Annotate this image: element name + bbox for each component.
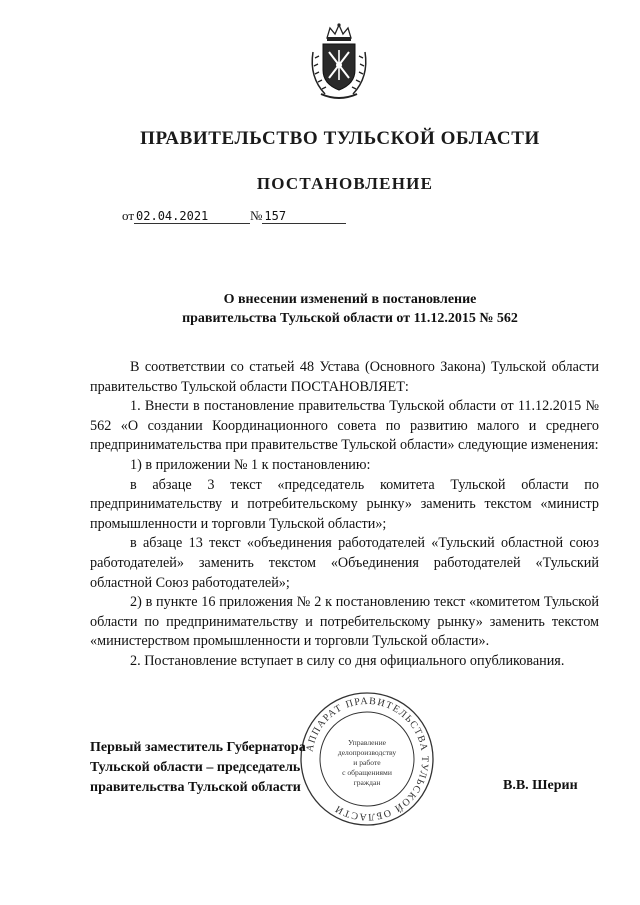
signatory-name: В.В. Шерин (503, 778, 578, 793)
document-body (90, 358, 599, 672)
date-number-line (122, 208, 346, 224)
document-subject (90, 290, 610, 328)
government-title: ПРАВИТЕЛЬСТВО ТУЛЬСКОЙ ОБЛАСТИ (140, 128, 540, 149)
document-number: 157 (262, 209, 346, 224)
document-type-title: ПОСТАНОВЛЕНИЕ (256, 174, 434, 193)
stamp-text-line: делопроизводству (337, 748, 397, 757)
body-paragraph: 2) в пункте 16 приложения № 2 к постановлению текст «комитетом Тульской области по предпринимательству и потребительскому рынку» заменить текстом «министерством промышленности и торговли Тульской области». (90, 594, 599, 650)
signatory-title (90, 738, 306, 798)
body-paragraph: В соответствии со статьей 48 Устава (Основного Закона) Тульской области правительство Тульской области ПОСТАНОВЛЯЕТ: (90, 359, 599, 395)
coat-of-arms-icon (305, 22, 373, 102)
stamp-text-line: с обращениями (342, 768, 392, 777)
date-prefix: от (122, 208, 135, 223)
stamp-text-line: Управление (347, 738, 387, 747)
stamp-ring-text: АППАРАТ ПРАВИТЕЛЬСТВА ТУЛЬСКОЙ ОБЛАСТИ (304, 695, 431, 823)
stamp-text-line: и работе (353, 758, 381, 767)
subject-line: О внесении изменений в постановление (223, 292, 477, 307)
number-prefix: № (250, 208, 263, 223)
body-paragraph: 1. Внести в постановление правительства Тульской области от 11.12.2015 № 562 «О создании Координационного совета по развитию малого и среднего предпринимательства при правительстве Тульской области» следующие изменения: (90, 398, 599, 454)
body-paragraph: в абзаце 13 текст «объединения работодателей «Тульский областной союз работодателей» заменить текстом «Объединения работодателей «Тульский областной Союз работодателей»; (90, 535, 599, 591)
subject-line: правительства Тульской области от 11.12.2015 № 562 (182, 311, 518, 326)
document-date: 02.04.2021 (134, 209, 250, 224)
signatory-title-line: Первый заместитель Губернатора (90, 740, 306, 755)
body-paragraph: 1) в приложении № 1 к постановлению: (130, 456, 371, 473)
stamp-text-line: граждан (353, 778, 381, 787)
signatory-title-line: Тульской области – председатель (90, 760, 301, 775)
signatory-title-line: правительства Тульской области (90, 780, 301, 795)
body-paragraph: в абзаце 3 текст «председатель комитета Тульской области по предпринимательству и потребительскому рынку» заменить текстом «министр промышленности и торговли Тульской области»; (90, 476, 599, 532)
body-paragraph: 2. Постановление вступает в силу со дня официального опубликования. (130, 652, 565, 669)
official-stamp (298, 690, 436, 828)
